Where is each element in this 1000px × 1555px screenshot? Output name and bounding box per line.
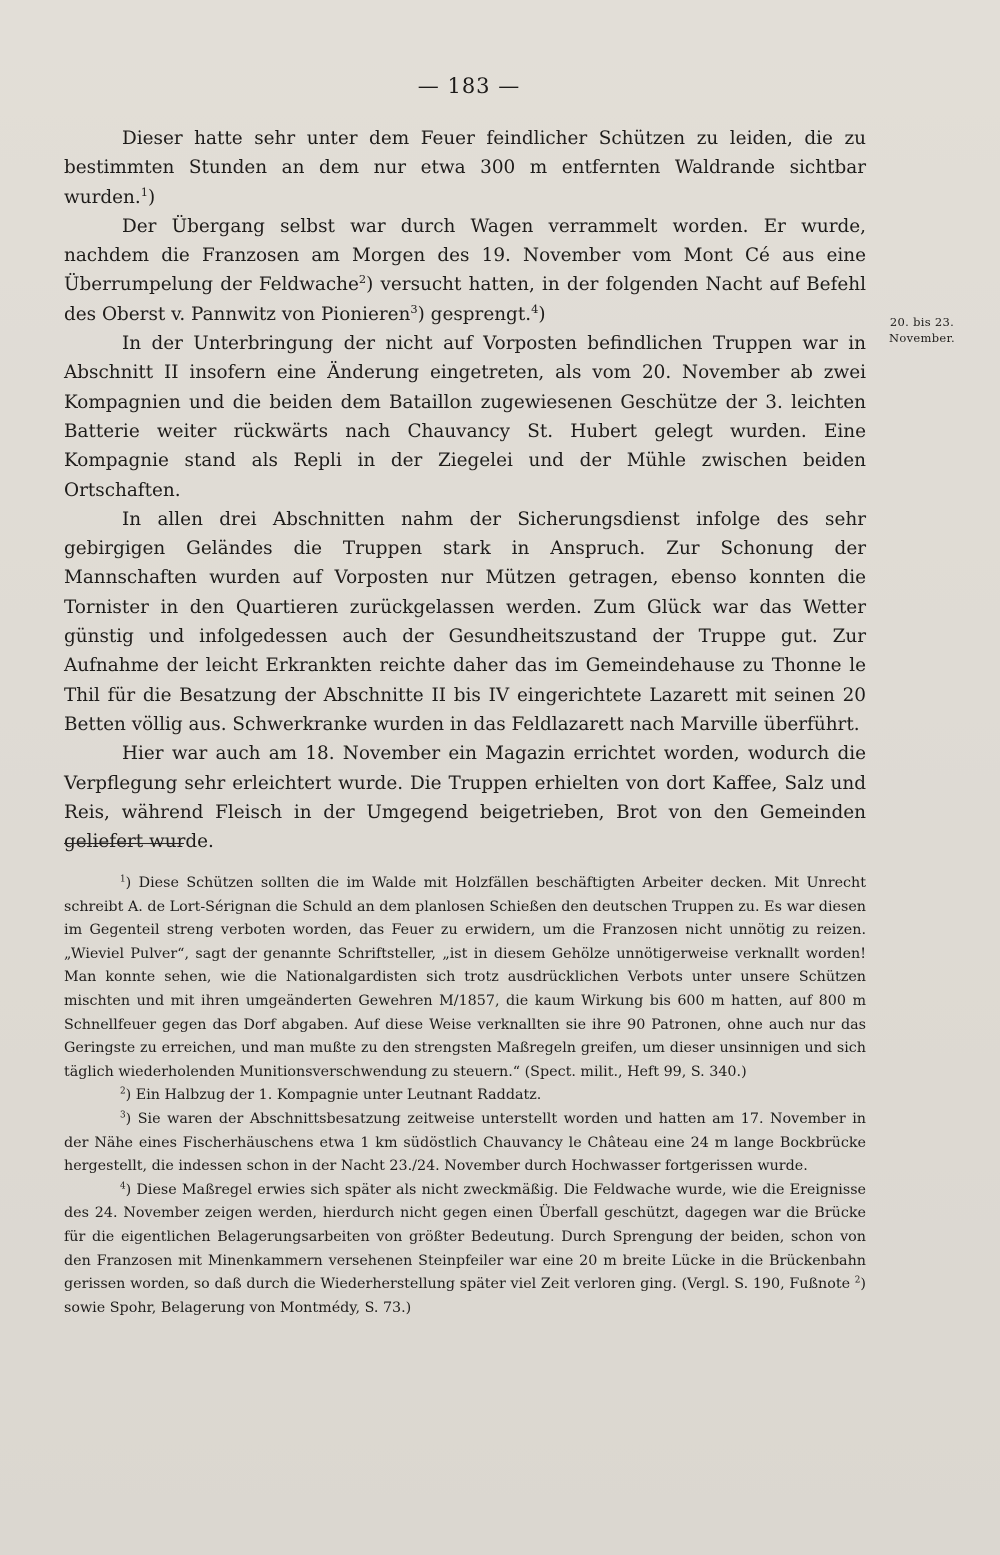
footnote-ref[interactable]: 3: [410, 301, 418, 316]
footnote-text: ) Sie waren der Abschnittsbesatzung zeitweise unterstellt worden und hatten am 17. November in der Nähe eines Fischerhäuschens etwa 1 km südöstlich Chauvancy le Château eine 24 m lange Bockbrücke hergestellt, die indessen schon in der Nacht 23./24. November durch Hochwasser fortgerissen wurde.: [64, 1110, 866, 1175]
paragraph-text: Dieser hatte sehr unter dem Feuer feindlicher Schützen zu leiden, die zu bestimmten Stunden an dem nur etwa 300 m entfernten Waldrande sichtbar wurden.: [64, 128, 866, 208]
footnote-ref[interactable]: 4: [531, 301, 539, 316]
paragraph-text: ) versucht hatten, in der folgenden Nacht auf Befehl des Oberst v. Pannwitz von Pionieren: [64, 274, 866, 325]
footnotes: [64, 872, 866, 1320]
footnote-ref[interactable]: 1: [140, 184, 148, 199]
main-text: [64, 124, 866, 856]
footnote-text: ) Diese Schützen sollten die im Walde mit Holzfällen beschäftigten Arbeiter decken. Mit Unrecht schreibt A. de Lort-Sérignan die Schuld an dem planlosen Schießen den deutschen Truppen zu. Es war diesen im Gegenteil streng verboten worden, das Feuer zu erwidern, um die Franzosen nicht unnötig zu reizen. „Wieviel Pulver“, sagt der genannte Schriftsteller, „ist in diesem Gehölze unnötigerweise verknallt worden! Man konnte sehen, wie die Nationalgardisten sich trotz ausdrücklichen Verbots unter unsere Schützen mischten und mit ihren umgeänderten Gewehren M/1857, die kaum Wirkung bis 600 m hatten, auf 800 m Schnellfeuer gegen das Dorf abgaben. Auf diese Weise verknallten sie ihre 90 Patronen, ohne auch nur das Geringste zu erreichen, und man mußte zu den strengsten Maßregeln greifen, um dieser unsinnigen und sich täglich wiederholenden Munitionsverschwendung zu steuern.“ (Spect. milit., Heft 99, S. 340.): [64, 875, 866, 1080]
paragraph-text: ) gesprengt.: [417, 303, 532, 325]
footnote-marker: 3: [120, 1110, 126, 1121]
footnote-ref: 2: [854, 1275, 861, 1286]
paragraph: [64, 329, 866, 505]
paragraph-text: In der Unterbringung der nicht auf Vorposten befindlichen Truppen war in Abschnitt II insofern eine Änderung eingetreten, als vom 20. November ab zwei Kompagnien und die beiden dem Bataillon zugewiesenen Geschütze der 3. leichten Batterie weiter rückwärts nach Chauvancy St. Hubert gelegt wurden. Eine Kompagnie stand als Repli in der Ziegelei und der Mühle zwischen beiden Ortschaften.: [64, 333, 866, 501]
footnote: [64, 1179, 866, 1321]
paragraph: [64, 505, 866, 739]
paragraph-text: ): [147, 186, 156, 208]
footnote-marker: 1: [120, 874, 126, 885]
paragraph-text: Hier war auch am 18. November ein Magazin errichtet worden, wodurch die Verpflegung sehr erleichtert wurde. Die Truppen erhielten von dort Kaffee, Salz und Reis, während Fleisch in der Umgegend beigetrieben, Brot von den Gemeinden geliefert wurde.: [64, 743, 866, 853]
footnote-divider: [64, 843, 184, 844]
paragraph-text: In allen drei Abschnitten nahm der Sicherungsdienst infolge des sehr gebirgigen Geländes die Truppen stark in Anspruch. Zur Schonung der Mannschaften wurden auf Vorposten nur Mützen getragen, ebenso konnten die Tornister in den Quartieren zurückgelassen werden. Zum Glück war das Wetter günstig und infolgedessen auch der Gesundheitszustand der Truppe gut. Zur Aufnahme der leicht Erkrankten reichte daher das im Gemeindehause zu Thonne le Thil für die Besatzung der Abschnitte II bis IV eingerichtete Lazarett mit seinen 20 Betten völlig aus. Schwerkranke wurden in das Feldlazarett nach Marville überführt.: [64, 508, 866, 735]
marginal-note: 20. bis 23. November.: [889, 315, 955, 345]
paragraph: [64, 124, 866, 212]
paragraph-text: Der Übergang selbst war durch Wagen verrammelt worden. Er wurde, nachdem die Franzosen am Morgen des 19. November vom Mont Cé aus eine Überrumpelung der Feldwache: [64, 215, 866, 296]
footnote-marker: 4: [120, 1181, 126, 1192]
footnote-text: ) Diese Maßregel erwies sich später als nicht zweckmäßig. Die Feldwache wurde, wie die Ereignisse des 24. November zeigen werden, hierdurch nicht gegen einen Überfall geschützt, dagegen war die Brücke für die eigentlichen Belagerungsarbeiten von größter Bedeutung. Durch Sprengung der beiden, schon von den Franzosen mit Minenkammern versehenen Steinpfeiler war eine 20 m breite Lücke in die Brückenbahn gerissen worden, so daß durch die Wiederherstellung später viel Zeit verloren ging. (Vergl. S. 190, Fußnote: [64, 1181, 866, 1293]
page-number: — 183 —: [417, 74, 521, 98]
paragraph: [64, 739, 866, 856]
footnote: [64, 872, 866, 1084]
footnote-marker: 2: [120, 1087, 126, 1098]
paragraph: [64, 212, 866, 329]
paragraph-text: ): [538, 303, 546, 325]
footnote: [64, 1108, 866, 1179]
footnote: [64, 1084, 866, 1108]
footnote-text: ) Ein Halbzug der 1. Kompagnie unter Leutnant Raddatz.: [125, 1087, 542, 1104]
footnote-text: ) sowie Spohr, Belagerung von Montmédy, S. 73.): [64, 1276, 866, 1316]
footnote-ref[interactable]: 2: [358, 272, 367, 287]
